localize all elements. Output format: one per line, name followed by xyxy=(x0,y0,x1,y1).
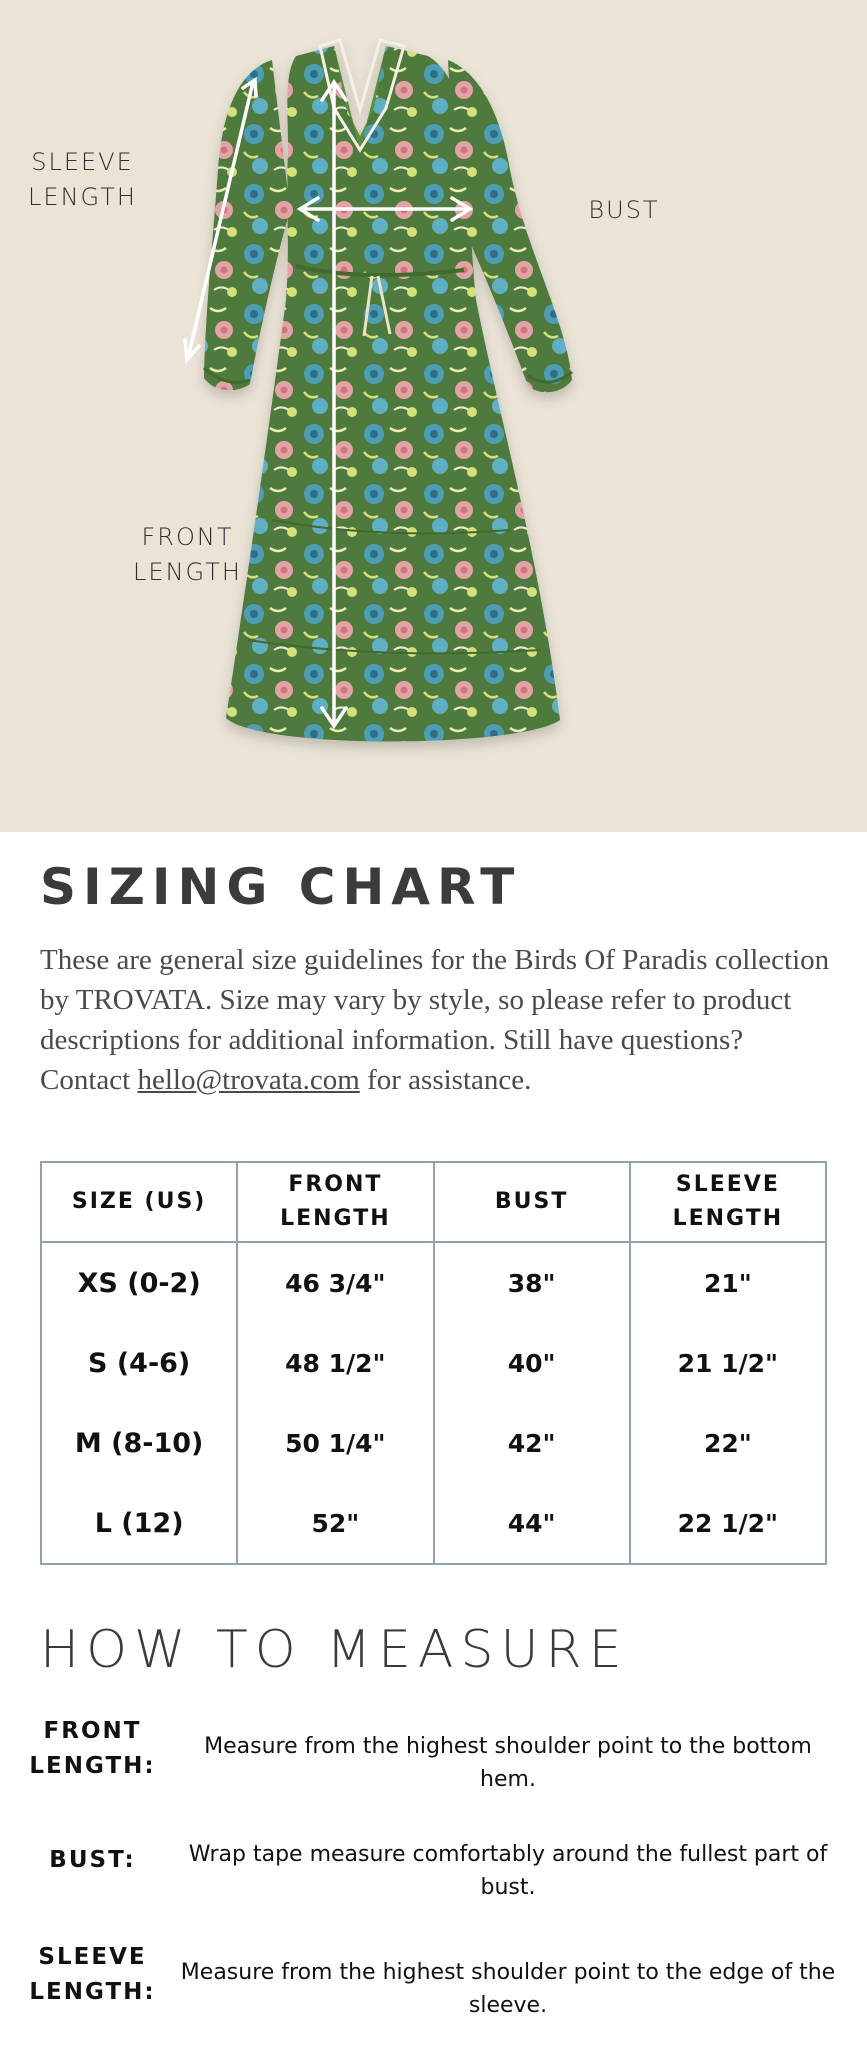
cell-sleeve-length: 22" xyxy=(630,1403,826,1483)
measure-term: BUST: xyxy=(49,1847,136,1873)
cell-size: S (4-6) xyxy=(41,1323,237,1403)
cell-size: XS (0-2) xyxy=(41,1242,237,1323)
cell-sleeve-length: 22 1/2" xyxy=(630,1483,826,1564)
measure-term: SLEEVE LENGTH: xyxy=(29,1944,156,2005)
measure-description: Measure from the highest shoulder point to the bottom hem. xyxy=(204,1734,812,1792)
cell-bust: 40" xyxy=(434,1323,630,1403)
front-length-label: FRONT LENGTH xyxy=(133,523,242,586)
cell-front-length: 48 1/2" xyxy=(237,1323,433,1403)
header-front-length: FRONT LENGTH xyxy=(237,1162,433,1242)
table-row xyxy=(41,1403,826,1483)
measure-term: FRONT LENGTH: xyxy=(29,1718,156,1779)
header-bust: BUST xyxy=(434,1162,630,1242)
header-size: SIZE (US) xyxy=(41,1162,237,1242)
cell-bust: 42" xyxy=(434,1403,630,1483)
size-table xyxy=(40,1161,827,1565)
dress-illustration xyxy=(0,0,867,832)
cell-front-length: 50 1/4" xyxy=(237,1403,433,1483)
cell-front-length: 46 3/4" xyxy=(237,1242,433,1323)
measure-description: Measure from the highest shoulder point to the edge of the sleeve. xyxy=(180,1960,836,2018)
cell-size: M (8-10) xyxy=(41,1403,237,1483)
cell-size: L (12) xyxy=(41,1483,237,1564)
cell-bust: 44" xyxy=(434,1483,630,1564)
product-hero-image xyxy=(0,0,867,832)
table-header-row xyxy=(41,1162,826,1242)
cell-bust: 38" xyxy=(434,1242,630,1323)
how-to-measure-title: HOW TO MEASURE xyxy=(40,1620,629,1680)
cell-front-length: 52" xyxy=(237,1483,433,1564)
intro-paragraph: These are general size guidelines for the Birds Of Paradis collection by TROVATA. Size may vary by style, so please refer to product descriptions for additional information. Still have questions? Contact hello@trovata.com for assistance. xyxy=(40,944,830,1096)
header-sleeve-length: SLEEVE LENGTH xyxy=(630,1162,826,1242)
cell-sleeve-length: 21 1/2" xyxy=(630,1323,826,1403)
bust-label: BUST xyxy=(588,196,660,224)
table-row xyxy=(41,1483,826,1564)
page-title: SIZING CHART xyxy=(40,858,522,916)
table-row xyxy=(41,1323,826,1403)
table-row xyxy=(41,1242,826,1323)
cell-sleeve-length: 21" xyxy=(630,1242,826,1323)
contact-email-link[interactable]: hello@trovata.com xyxy=(137,1064,360,1096)
sleeve-length-label: SLEEVE LENGTH xyxy=(28,148,137,211)
dress-shape xyxy=(204,40,572,742)
measure-description: Wrap tape measure comfortably around the fullest part of bust. xyxy=(188,1842,828,1900)
